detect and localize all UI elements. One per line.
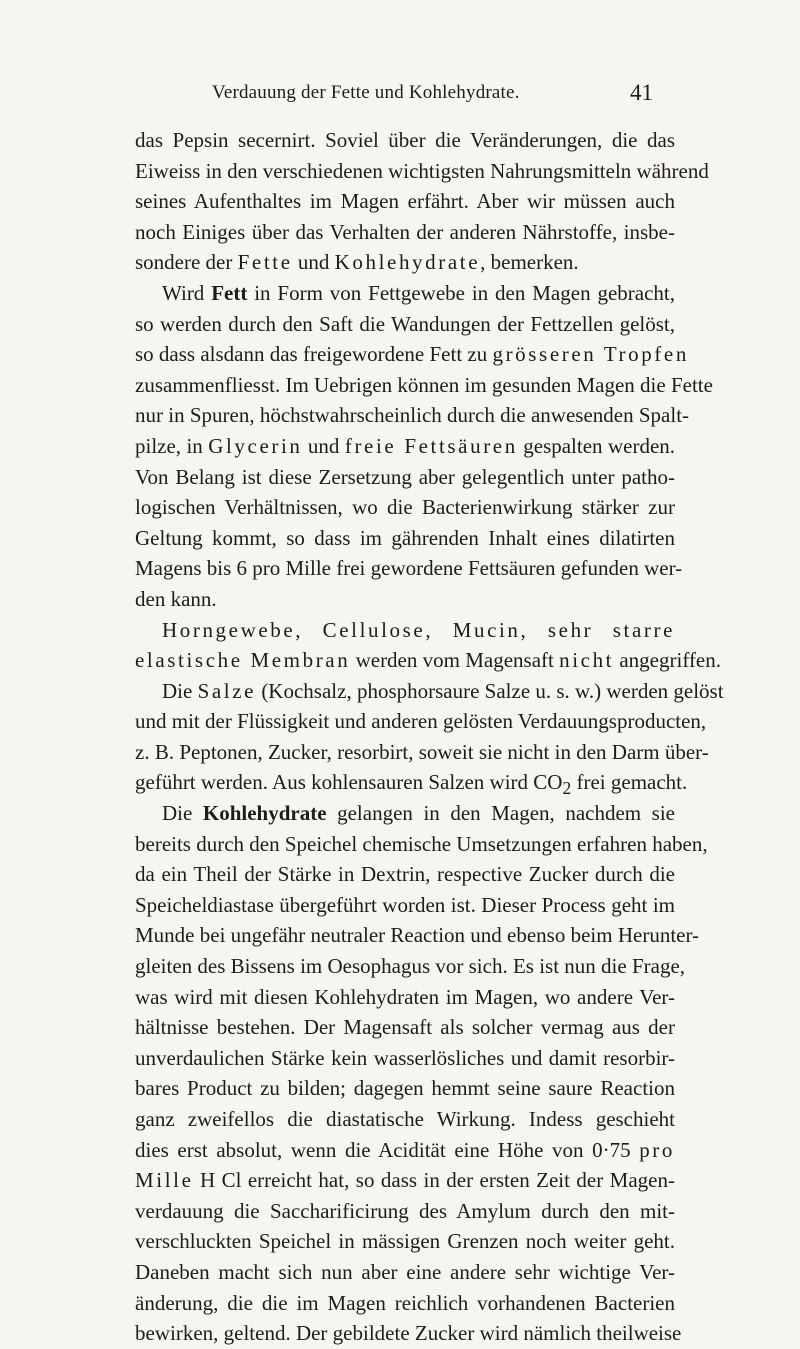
text-line (135, 1318, 682, 1349)
text-line (135, 859, 675, 890)
text-line (135, 1165, 675, 1196)
text-segment: bares Product zu bilden; dagegen hemmt seine saure Reaction (135, 1076, 675, 1101)
text-segment: was wird mit diesen Kohlehydraten im Magen, wo andere Ver- (135, 984, 675, 1009)
text-line (135, 584, 675, 615)
text-segment: gleiten des Bissens im Oesophagus vor sich. Es ist nun die Frage, (135, 954, 686, 979)
text-segment: änderung, die die im Magen reichlich vorhandenen Bacterien (135, 1290, 675, 1315)
text-line (135, 217, 675, 248)
text-segment: Fette (237, 250, 293, 275)
text-line (135, 339, 689, 370)
text-segment: unverdaulichen Stärke kein wasserlösliches und damit resorbir- (135, 1045, 675, 1070)
text-segment: so dass alsdann das freigewordene Fett zu (135, 342, 493, 367)
running-title: Verdauung der Fette und Kohlehydrate. (212, 82, 520, 103)
text-segment: das Pepsin secernirt. Soviel über die Veränderungen, die das (135, 128, 675, 152)
text-segment: und mit der Flüssigkeit und anderen gelösten Verdauungsproducten, (135, 709, 707, 734)
text-line (135, 829, 708, 860)
text-line (135, 798, 675, 829)
text-segment: Magens bis 6 pro Mille frei gewordene Fettsäuren gefunden wer- (135, 556, 683, 581)
text-segment: zusammenfliesst. Im Uebrigen können im gesunden Magen die Fette (135, 372, 713, 397)
text-line (135, 553, 683, 584)
text-segment: freie Fettsäuren (344, 433, 518, 458)
text-line (135, 615, 675, 646)
text-segment: Munde bei ungefähr neutraler Reaction und ebenso beim Herunter- (135, 923, 700, 948)
text-line (135, 645, 722, 676)
text-line (135, 737, 709, 768)
text-segment: den kann. (135, 586, 217, 611)
text-segment: noch Einiges über das Verhalten der anderen Nährstoffe, insbe- (135, 219, 675, 244)
text-segment: (Kochsalz, phosphorsaure Salze u. s. w.) werden gelöst (256, 678, 724, 703)
text-segment: so werden durch den Saft die Wandungen der Fettzellen gelöst, (135, 311, 675, 336)
page-number: 41 (630, 80, 653, 105)
text-segment: verschluckten Speichel in mässigen Grenzen noch weiter geht. (135, 1229, 675, 1254)
text-line (135, 186, 675, 217)
text-segment: Speicheldiastase übergeführt worden ist. Dieser Process geht im (135, 892, 675, 917)
text-segment: hältnisse bestehen. Der Magensaft als solcher vermag aus der (135, 1015, 675, 1040)
text-segment: pro (639, 1137, 675, 1162)
text-segment: logischen Verhältnissen, wo die Bacterienwirkung stärker zur (135, 495, 675, 520)
text-segment: pilze, in (135, 433, 209, 458)
text-segment: Die (162, 678, 198, 703)
text-segment: H Cl erreicht hat, so dass in der ersten Zeit der Magen- (193, 1168, 675, 1193)
text-line (135, 1135, 675, 1166)
text-line (135, 676, 724, 707)
text-segment: Daneben macht sich nun aber eine andere sehr wichtige Ver- (135, 1259, 675, 1284)
text-line (135, 890, 675, 921)
text-segment: und (292, 250, 335, 275)
text-segment: ganz zweifellos die diastatische Wirkung. Indess geschieht (135, 1107, 675, 1131)
text-segment: , bemerken. (480, 250, 579, 275)
text-segment: Glycerin (208, 433, 303, 458)
text-segment: elastische Membran (135, 648, 351, 673)
text-segment: gelangen in den Magen, nachdem sie (326, 801, 675, 826)
text-segment: Kohlehydrate (202, 801, 327, 826)
text-segment: bewirken, geltend. Der gebildete Zucker wird nämlich theilweise (135, 1321, 682, 1346)
text-segment: bereits durch den Speichel chemische Umsetzungen erfahren haben, (135, 831, 708, 856)
text-line (135, 1226, 675, 1257)
text-line (135, 370, 713, 401)
text-line (135, 247, 675, 278)
text-line (135, 278, 675, 309)
text-line (135, 523, 675, 554)
text-segment: gespalten werden. (517, 433, 676, 458)
text-line (135, 982, 675, 1013)
text-line (135, 1288, 675, 1319)
text-segment: seines Aufenthaltes im Magen erfährt. Aber wir müssen auch (135, 189, 675, 214)
text-segment: sondere der (135, 250, 238, 275)
text-segment: Horngewebe, Cellulose, Mucin, sehr starre (162, 617, 675, 642)
text-segment: Geltung kommt, so dass im gährenden Inhalt eines dilatirten (135, 525, 675, 550)
body-text (135, 125, 724, 1349)
text-line (135, 492, 675, 523)
text-line (135, 1012, 675, 1043)
text-segment: und (302, 433, 345, 458)
text-line (135, 1257, 675, 1288)
text-segment: nicht (559, 648, 615, 673)
text-line (135, 156, 709, 187)
text-segment: in Form von Fettgewebe in den Magen gebracht, (247, 280, 675, 305)
text-segment: Wird (162, 280, 212, 305)
text-segment: grösseren Tropfen (492, 342, 689, 367)
text-line (135, 1104, 675, 1135)
running-head (0, 82, 800, 112)
text-segment: werden vom Magensaft (350, 648, 560, 673)
text-segment: Die (162, 801, 203, 826)
text-line (135, 431, 675, 462)
text-segment: frei gemacht. (571, 770, 688, 795)
text-line (135, 1073, 675, 1104)
text-segment: Von Belang ist diese Zersetzung aber gelegentlich unter patho- (135, 464, 675, 489)
text-segment: verdauung die Saccharificirung des Amylum durch den mit- (135, 1198, 675, 1223)
text-segment: geführt werden. Aus kohlensauren Salzen wird CO (135, 770, 563, 795)
text-line (135, 309, 675, 340)
text-segment: dies erst absolut, wenn die Acidität eine Höhe von 0·75 (135, 1137, 640, 1162)
text-segment: 2 (562, 778, 572, 799)
text-line (135, 951, 686, 982)
text-segment: Eiweiss in den verschiedenen wichtigsten Nahrungsmitteln während (135, 158, 709, 183)
text-line (135, 767, 688, 799)
text-segment: nur in Spuren, höchstwahrscheinlich durch die anwesenden Spalt- (135, 403, 690, 428)
text-line (135, 1043, 675, 1074)
text-line (135, 125, 675, 156)
text-segment: z. B. Peptonen, Zucker, resorbirt, soweit sie nicht in den Darm über- (135, 739, 709, 764)
text-segment: Mille (135, 1168, 194, 1193)
text-line (135, 400, 690, 431)
text-segment: Fett (211, 280, 248, 305)
text-line (135, 706, 707, 737)
text-segment: da ein Theil der Stärke in Dextrin, respective Zucker durch die (135, 862, 675, 887)
text-segment: Salze (197, 678, 257, 703)
text-line (135, 920, 700, 951)
text-segment: angegriffen. (614, 648, 722, 673)
text-line (135, 462, 675, 493)
text-line (135, 1196, 675, 1227)
text-segment: Kohlehydrate (334, 250, 481, 275)
